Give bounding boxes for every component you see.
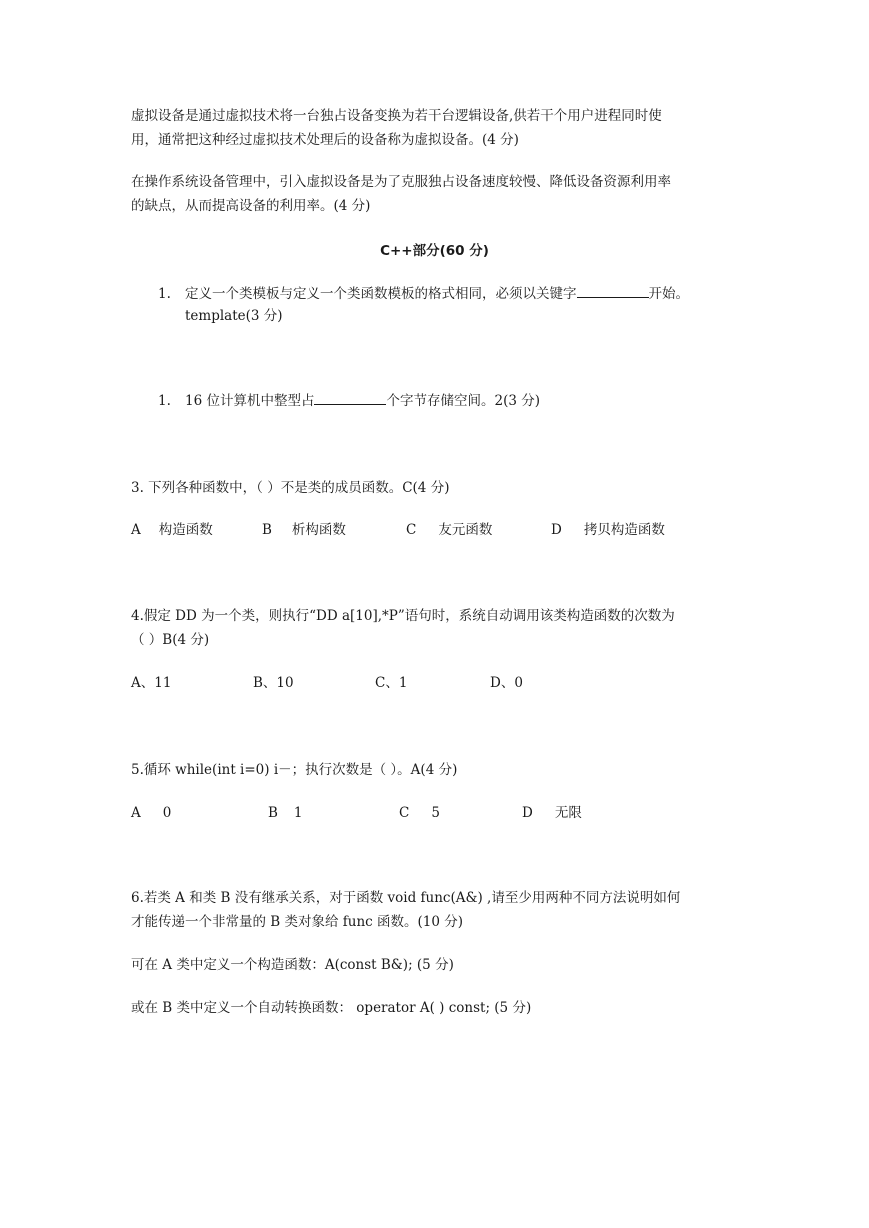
question-text-after: 个字节存储空间。2(3 分) [386, 393, 540, 409]
fill-blank [314, 390, 386, 405]
question-text-after: 开始。 [648, 286, 689, 302]
virtual-device-paragraph-1 [131, 104, 741, 152]
question-stem-line: 才能传递一个非常量的 B 类对象给 func 函数。(10 分) [131, 914, 464, 930]
question-stem [131, 604, 741, 652]
option-a: A 构造函数 [131, 522, 213, 538]
question-answer: template(3 分) [185, 308, 283, 324]
option-d: D 无限 [522, 805, 582, 821]
option-a: A 0 [131, 805, 172, 821]
question-stem: 5.循环 while(int i=0) i－；执行次数是（ ）。A(4 分) [131, 762, 458, 778]
option-c: C 5 [399, 805, 440, 821]
question-stem-line: 4.假定 DD 为一个类，则执行“DD a[10],*P”语句时，系统自动调用该类构造函数的次数为 [131, 608, 675, 624]
option-c: C 友元函数 [406, 522, 493, 538]
paragraph-line: 在操作系统设备管理中，引入虚拟设备是为了克服独占设备速度较慢、降低设备资源利用率 [131, 174, 671, 190]
option-d: D、0 [490, 675, 523, 691]
paragraph-line: 的缺点，从而提高设备的利用率。(4 分) [131, 198, 371, 214]
paragraph-line: 用，通常把这种经过虚拟技术处理后的设备称为虚拟设备。(4 分) [131, 132, 519, 148]
answer-line-2: 或在 B 类中定义一个自动转换函数： operator A( ) const; (5 分) [131, 1000, 532, 1016]
virtual-device-paragraph-2 [131, 170, 741, 218]
question-number: 1. [158, 286, 171, 302]
question-stem [131, 886, 741, 934]
option-c: C、1 [375, 675, 408, 691]
option-a: A、11 [131, 675, 172, 691]
question-number: 1. [158, 393, 171, 409]
option-b: B 1 [268, 805, 303, 821]
question-text [185, 282, 689, 306]
question-stem-line: 6.若类 A 和类 B 没有继承关系，对于函数 void func(A&) ,请至少用两种不同方法说明如何 [131, 890, 681, 906]
paragraph-line: 虚拟设备是通过虚拟技术将一台独占设备变换为若干台逻辑设备,供若干个用户进程同时使 [131, 108, 662, 124]
section-title: C++部分(60 分) [380, 243, 489, 259]
answer-line-1: 可在 A 类中定义一个构造函数：A(const B&); (5 分) [131, 957, 454, 973]
option-b: B 析构函数 [262, 522, 346, 538]
question-text-before: 定义一个类模板与定义一个类函数模板的格式相同，必须以关键字 [185, 286, 577, 302]
question-stem-line: （ ）B(4 分) [131, 632, 210, 648]
question-text [185, 389, 540, 413]
question-stem: 3. 下列各种函数中，（ ）不是类的成员函数。C(4 分) [131, 480, 450, 496]
option-d: D 拷贝构造函数 [551, 522, 665, 538]
question-text-before: 16 位计算机中整型占 [185, 393, 315, 409]
option-b: B、10 [253, 675, 294, 691]
fill-blank [577, 283, 649, 298]
